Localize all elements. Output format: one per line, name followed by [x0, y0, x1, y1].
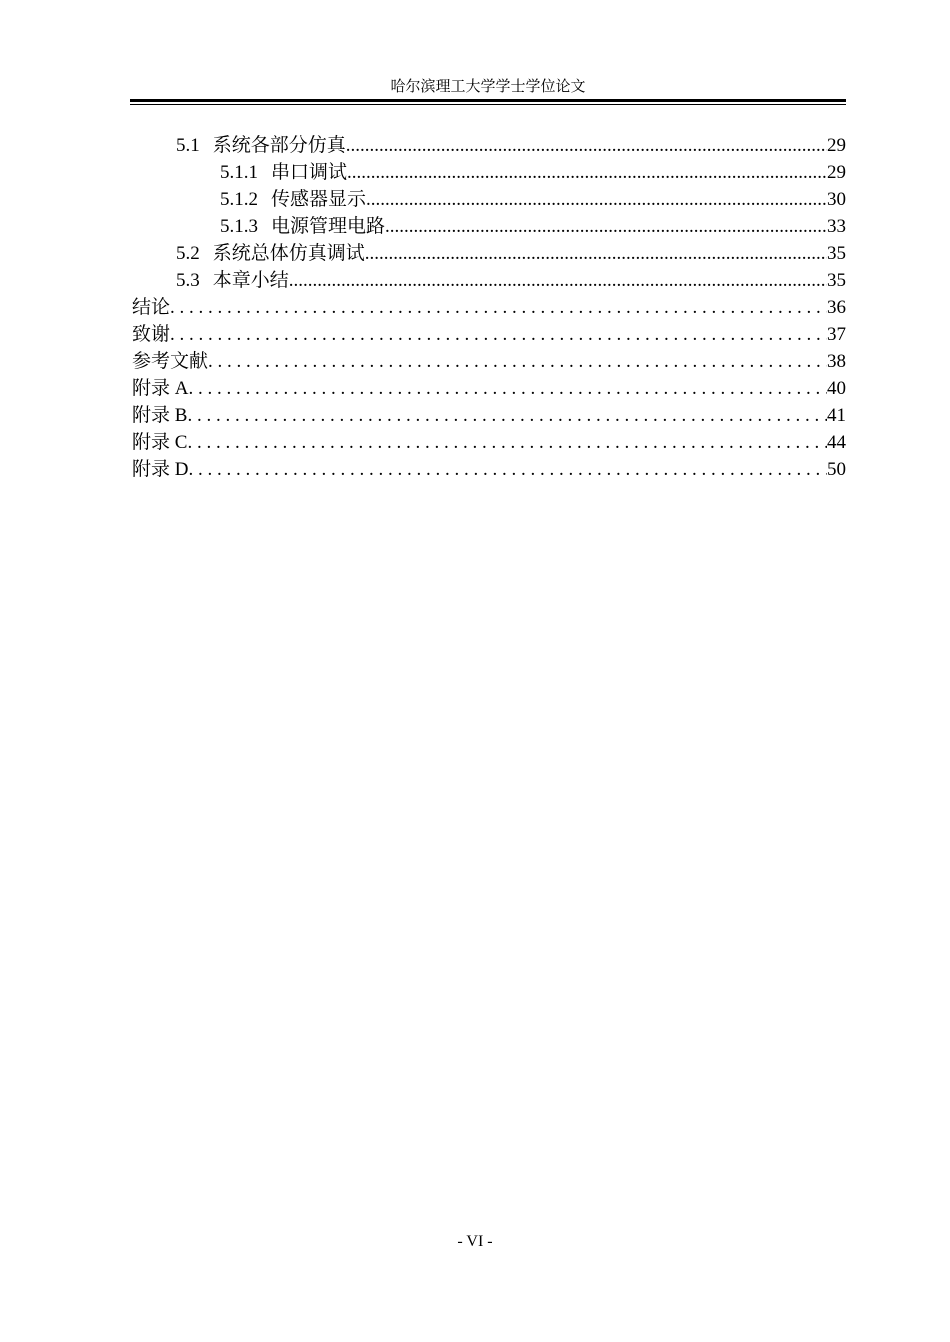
- toc-entry-title: 系统总体仿真调试: [212, 243, 365, 264]
- toc-entry-title: 参考文献: [132, 351, 209, 372]
- toc-entry-title: 本章小结: [212, 270, 289, 291]
- toc-leader: [365, 240, 827, 267]
- toc-entry-title: 电源管理电路: [271, 216, 386, 237]
- toc-entry-page: 41: [827, 405, 846, 426]
- toc-entry[interactable]: [132, 159, 846, 186]
- table-of-contents: [132, 132, 846, 483]
- toc-entry-title: 附录 C: [132, 432, 188, 453]
- toc-leader: [187, 429, 827, 456]
- toc-entry-page: 35: [827, 243, 846, 264]
- toc-entry[interactable]: [132, 240, 846, 267]
- toc-entry-page: 33: [827, 216, 846, 237]
- page-number: - VI -: [457, 1233, 493, 1250]
- toc-entry[interactable]: [132, 375, 846, 402]
- toc-entry-page: 35: [827, 270, 846, 291]
- toc-entry-number: 5.2: [176, 243, 200, 264]
- toc-entry[interactable]: [132, 186, 846, 213]
- toc-entry[interactable]: [132, 294, 846, 321]
- toc-entry-title: 结论: [132, 297, 171, 318]
- toc-leader: [187, 402, 827, 429]
- toc-entry-page: 36: [827, 297, 846, 318]
- page-header-title: 哈尔滨理工大学学士学位论文: [390, 79, 586, 95]
- header-rule-thick: [130, 99, 846, 102]
- toc-entry-title: 附录 D: [132, 459, 189, 480]
- toc-entry-title: 附录 A: [132, 378, 189, 399]
- toc-entry-number: 5.1.1: [220, 162, 258, 183]
- toc-leader: [170, 294, 827, 321]
- toc-entry-title: 附录 B: [132, 405, 188, 426]
- toc-entry-page: 38: [827, 351, 846, 372]
- toc-entry-number: 5.1.2: [220, 189, 258, 210]
- toc-entry[interactable]: [132, 132, 846, 159]
- toc-leader: [366, 186, 827, 213]
- toc-entry[interactable]: [132, 402, 846, 429]
- toc-entry[interactable]: [132, 321, 846, 348]
- toc-entry-page: 37: [827, 324, 846, 345]
- toc-entry-number: 5.1: [176, 135, 200, 156]
- toc-entry-title: 串口调试: [271, 162, 348, 183]
- toc-entry-page: 29: [827, 135, 846, 156]
- toc-leader: [208, 348, 827, 375]
- toc-entry[interactable]: [132, 267, 846, 294]
- toc-entry-title: 致谢: [132, 324, 171, 345]
- toc-leader: [188, 375, 827, 402]
- toc-entry-page: 44: [827, 432, 846, 453]
- toc-entry-number: 5.1.3: [220, 216, 258, 237]
- toc-entry-title: 传感器显示: [271, 189, 367, 210]
- toc-entry[interactable]: [132, 456, 846, 483]
- toc-entry[interactable]: [132, 348, 846, 375]
- toc-entry-title: 系统各部分仿真: [212, 135, 346, 156]
- toc-entry-page: 30: [827, 189, 846, 210]
- toc-leader: [170, 321, 827, 348]
- toc-entry-page: 40: [827, 378, 846, 399]
- toc-leader: [188, 456, 827, 483]
- toc-entry-page: 29: [827, 162, 846, 183]
- toc-leader: [289, 267, 827, 294]
- toc-entry[interactable]: [132, 429, 846, 456]
- toc-leader: [385, 213, 827, 240]
- toc-leader: [346, 132, 827, 159]
- toc-entry-page: 50: [827, 459, 846, 480]
- header-rule-thin: [130, 104, 846, 105]
- toc-entry[interactable]: [132, 213, 846, 240]
- toc-leader: [347, 159, 827, 186]
- toc-entry-number: 5.3: [176, 270, 200, 291]
